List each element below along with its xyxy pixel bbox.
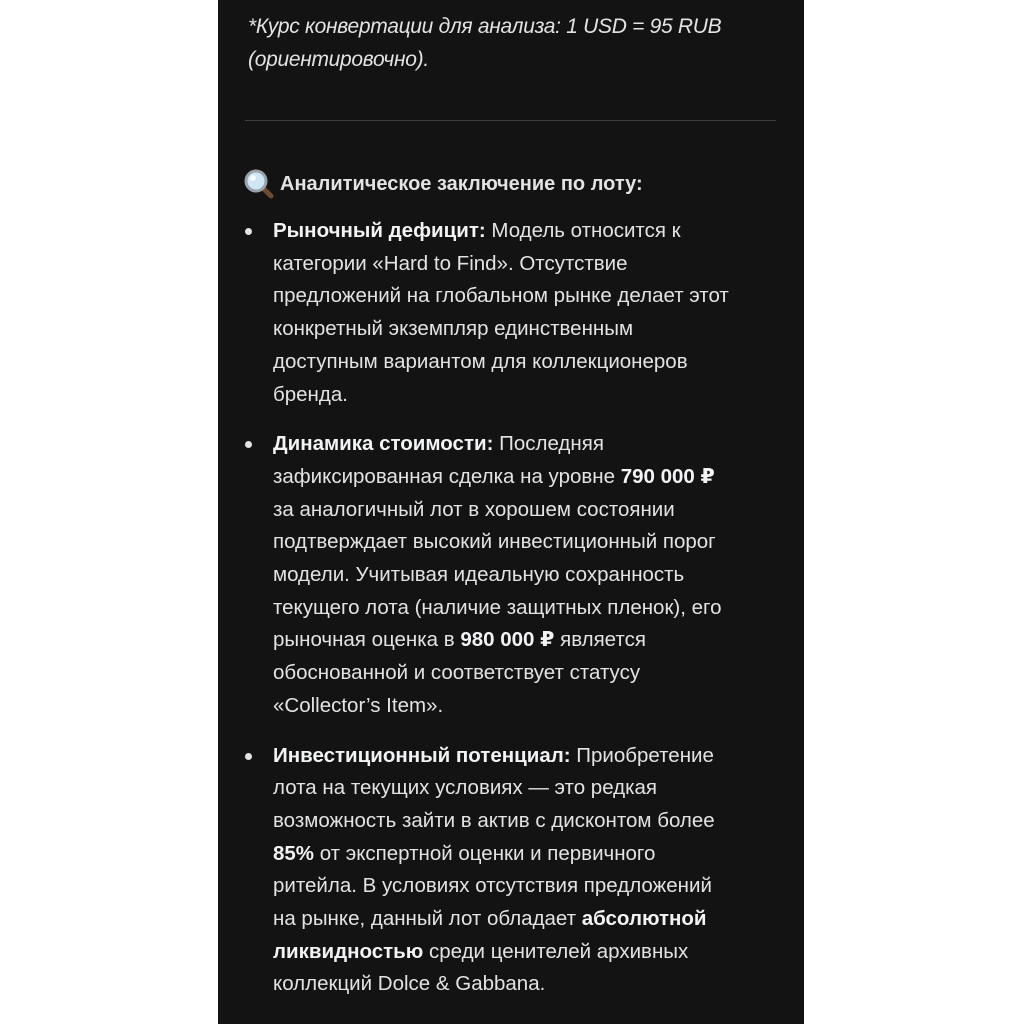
- list-item-line: текущего лота (наличие защитных пленок), его: [273, 595, 722, 619]
- list-item-line: [273, 461, 780, 494]
- list-item-line: «Collector’s Item».: [273, 693, 444, 717]
- note-line: *Курс конвертации для анализа: 1 USD = 95 RUB: [248, 15, 722, 38]
- magnifying-glass-icon: [244, 169, 274, 199]
- emphasis-text: абсолютной: [581, 907, 707, 931]
- list-item-line: [273, 838, 780, 871]
- emphasis-text: ликвидностью: [273, 939, 424, 963]
- list-item-price-dynamics: [218, 428, 804, 722]
- bullet-icon: [245, 441, 252, 448]
- list-item-line: модели. Учитывая идеальную сохранность: [273, 563, 685, 587]
- section-divider: [245, 120, 776, 121]
- list-item-text: Последняя: [493, 432, 604, 456]
- list-item-investment-potential: [218, 740, 804, 1002]
- list-item-label: Динамика стоимости:: [273, 432, 494, 456]
- market-estimate-price: 980 000 ₽: [460, 628, 555, 652]
- list-item-text: Модель относится к: [485, 219, 681, 242]
- list-item-line: предложений на глобальном рынке делает этот: [273, 284, 729, 308]
- list-item-label: Рыночный дефицит:: [273, 219, 486, 242]
- chat-response-panel: [218, 0, 804, 1024]
- bullet-icon: [245, 228, 252, 235]
- bullet-icon: [245, 753, 252, 760]
- list-item-line: [273, 903, 780, 936]
- list-item-text: Приобретение: [570, 743, 714, 767]
- list-item-text: на рынке, данный лот обладает: [273, 907, 582, 931]
- list-item-line: [273, 740, 780, 773]
- list-item-line: за аналогичный лот в хорошем состоянии: [273, 497, 675, 521]
- list-item-text: среди ценителей архивных: [423, 939, 689, 963]
- list-item-text: рыночная оценка в: [273, 628, 461, 652]
- list-item-line: возможность зайти в актив с дисконтом более: [273, 808, 715, 832]
- list-item-line: бренда.: [273, 382, 348, 406]
- section-heading-text: Аналитическое заключение по лоту:: [280, 172, 643, 195]
- list-item-line: подтверждает высокий инвестиционный порог: [273, 530, 716, 554]
- note-line: (ориентировочно).: [248, 48, 429, 71]
- list-item-line: коллекций Dolce & Gabbana.: [273, 972, 546, 996]
- list-item-text: от экспертной оценки и первичного: [314, 841, 656, 865]
- list-item-label: Инвестиционный потенциал:: [273, 743, 571, 767]
- list-item-line: доступным вариантом для коллекционеров: [273, 349, 688, 373]
- list-item-line: ритейла. В условиях отсутствия предложений: [273, 874, 712, 898]
- section-heading: [244, 166, 643, 202]
- list-item-market-deficit: [218, 215, 804, 411]
- list-item-line: [273, 428, 780, 461]
- conversion-rate-note: [248, 10, 778, 76]
- list-item-line: обоснованной и соответствует статусу: [273, 661, 641, 685]
- list-item-line: конкретный экземпляр единственным: [273, 317, 634, 341]
- list-item-line: лота на текущих условиях — это редкая: [273, 776, 658, 800]
- analysis-list: [218, 215, 804, 1018]
- list-item-text: является: [554, 628, 646, 652]
- discount-value: 85%: [273, 841, 315, 865]
- list-item-text: зафиксированная сделка на уровне: [273, 464, 621, 488]
- list-item-line: [273, 936, 780, 969]
- list-item-line: [273, 624, 780, 657]
- list-item-line: [273, 215, 780, 248]
- list-item-line: категории «Hard to Find». Отсутствие: [273, 251, 628, 275]
- last-deal-price: 790 000 ₽: [620, 464, 715, 488]
